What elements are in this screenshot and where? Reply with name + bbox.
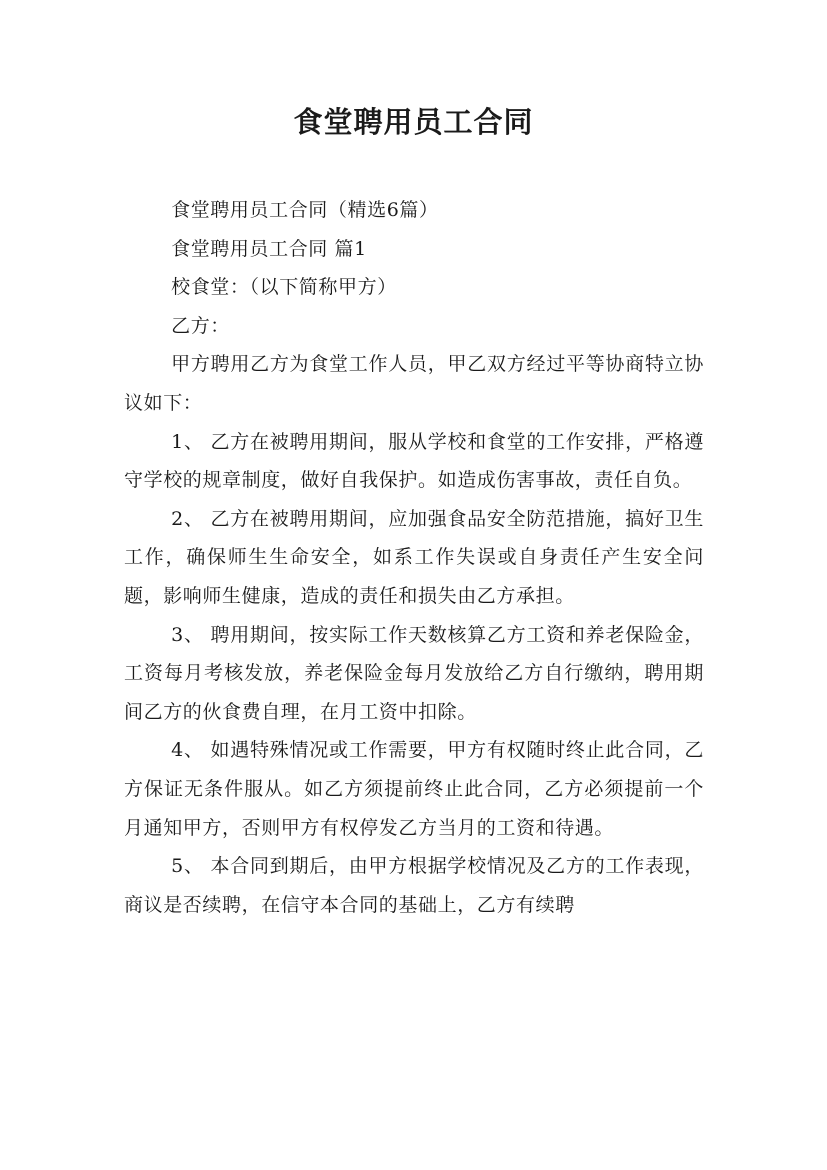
document-title: 食堂聘用员工合同	[293, 105, 534, 139]
document-body	[124, 191, 704, 924]
clause-2: 2、 乙方在被聘用期间，应加强食品安全防范措施，搞好卫生工作，确保师生生命安全，如系工作失误或自身责任产生安全问题，影响师生健康，造成的责任和损失由乙方承担。	[124, 507, 704, 607]
section-heading: 食堂聘用员工合同 篇1	[171, 237, 367, 260]
party-b-line: 乙方：	[171, 314, 230, 337]
intro-paragraph: 甲方聘用乙方为食堂工作人员，甲乙双方经过平等协商特立协议如下：	[124, 353, 704, 414]
party-a-line: 校食堂：（以下简称甲方）	[171, 276, 397, 299]
clause-1: 1、 乙方在被聘用期间，服从学校和食堂的工作安排，严格遵守学校的规章制度，做好自我保护。如造成伤害事故，责任自负。	[124, 430, 704, 492]
clause-3: 3、 聘用期间，按实际工作天数核算乙方工资和养老保险金，工资每月考核发放，养老保险金每月发放给乙方自行缴纳，聘用期间乙方的伙食费自理，在月工资中扣除。	[124, 623, 704, 723]
subtitle-line: 食堂聘用员工合同（精选6篇）	[171, 199, 439, 221]
clause-5: 5、 本合同到期后，由甲方根据学校情况及乙方的工作表现，商议是否续聘，在信守本合同的基础上，乙方有续聘	[124, 855, 704, 916]
clause-4: 4、 如遇特殊情况或工作需要，甲方有权随时终止此合同，乙方保证无条件服从。如乙方须提前终止此合同，乙方必须提前一个月通知甲方，否则甲方有权停发乙方当月的工资和待遇。	[124, 739, 704, 839]
